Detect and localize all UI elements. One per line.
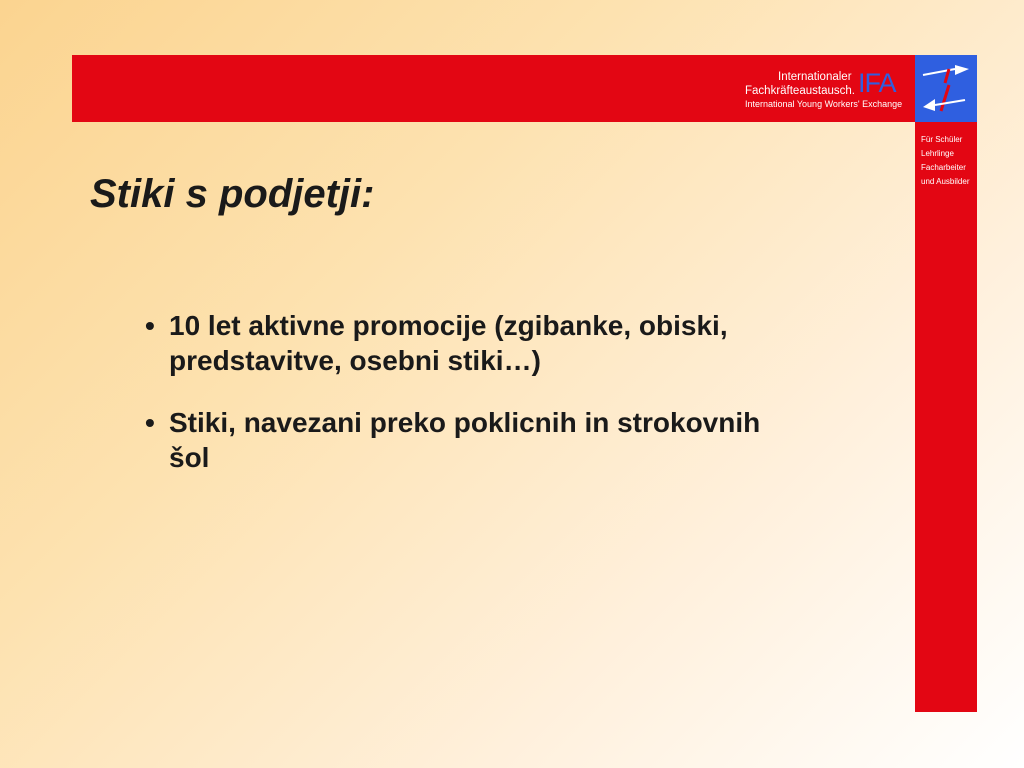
ifa-wordmark: IFA (858, 68, 896, 98)
sidebar-bar (915, 122, 977, 712)
bullet-item (145, 308, 765, 378)
bullet-item (145, 405, 765, 475)
org-name-english: International Young Workers' Exchange (745, 99, 903, 109)
org-name-line-2: Fachkräfteaustausch. (745, 84, 855, 97)
slide-title: Stiki s podjetji: (90, 172, 375, 216)
audience-item: Facharbeiter (921, 163, 966, 172)
org-name-line-1: Internationaler (778, 71, 852, 83)
bullet-dot-icon: • (145, 310, 155, 341)
ifa-logo-icon (915, 55, 977, 122)
bullet-text: Stiki, navezani preko poklicnih in strokovnih šol (169, 407, 761, 473)
audience-list (921, 133, 969, 189)
audience-item: Lehrlinge (921, 149, 954, 158)
bullet-list (145, 308, 765, 502)
audience-item: und Ausbilder (921, 177, 970, 186)
audience-item: Für Schüler (921, 135, 963, 144)
bullet-text: 10 let aktivne promocije (zgibanke, obiski, predstavitve, osebni stiki…) (169, 310, 728, 376)
bullet-dot-icon: • (145, 407, 155, 438)
